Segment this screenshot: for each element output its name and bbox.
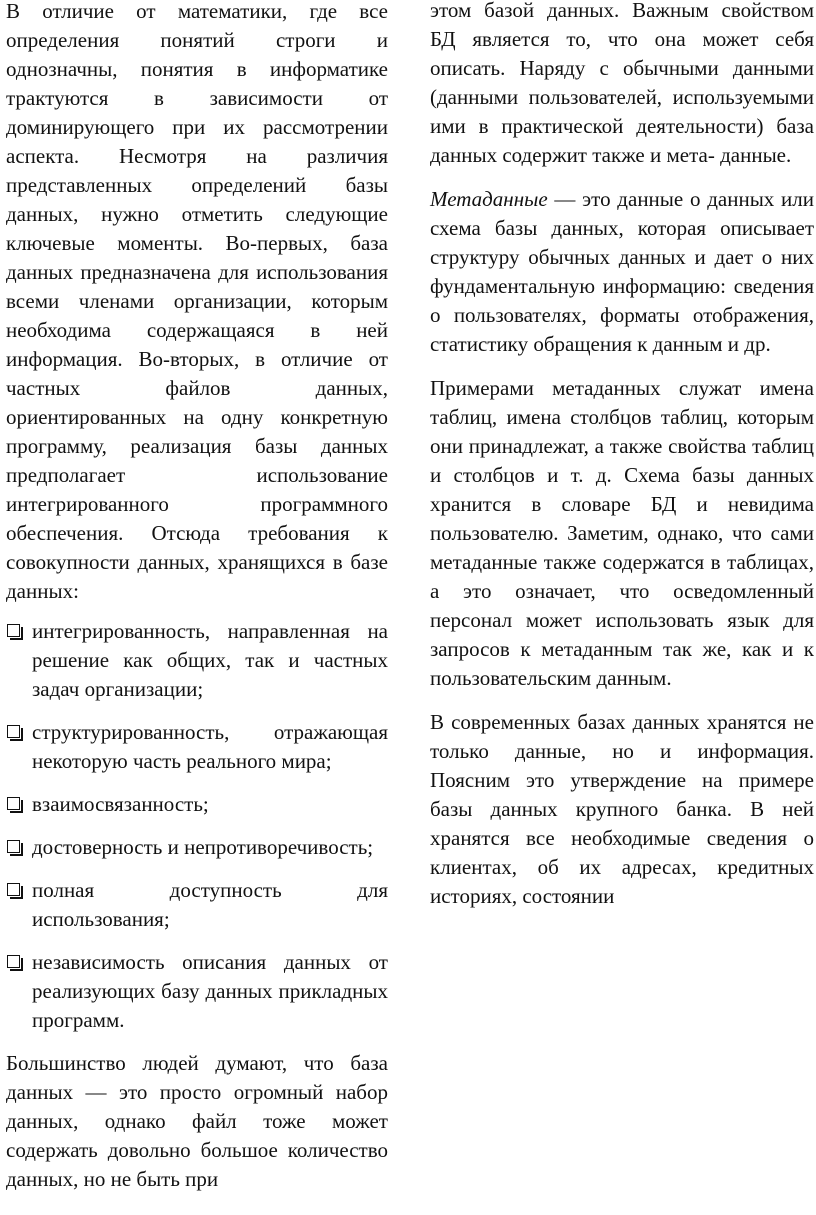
list-item-text: взаимосвязанность;	[32, 792, 209, 816]
right-column	[430, 0, 814, 911]
list-item-text: полная доступность для использования;	[32, 878, 388, 931]
metadata-paragraph	[430, 185, 814, 359]
checkbox-bullet-icon	[7, 797, 20, 810]
list-item-text: достоверность и непротиворечивость;	[32, 835, 374, 859]
left-column	[6, 0, 388, 1194]
list-item	[6, 948, 388, 1035]
checkbox-bullet-icon	[7, 840, 20, 853]
checkbox-bullet-icon	[7, 624, 20, 637]
checkbox-bullet-icon	[7, 725, 20, 738]
list-item	[6, 790, 388, 819]
modern-databases-paragraph: В современных базах данных хранятся не только данные, но и информация. Поясним это утверждение на примере базы данных крупного банка. В ней хранятся все необходимые сведения о клиентах, об их адресах, кредитных историях, состоянии	[430, 710, 814, 908]
metadata-definition: — это данные о данных или схема базы данных, которая описывает структуру обычных данных и дает о них фундаментальную информацию: сведения о пользователях, форматы отображения, статистику обращения к данным и др.	[430, 187, 814, 356]
list-item-text: независимость описания данных от реализующих базу данных прикладных программ.	[32, 950, 388, 1032]
requirements-list	[6, 617, 388, 1035]
list-item	[6, 833, 388, 862]
list-item	[6, 718, 388, 776]
examples-paragraph: Примерами метаданных служат имена таблиц, имена столбцов таблиц, которым они принадлежат, а также свойства таблиц и столбцов и т. д. Схема базы данных хранится в словаре БД и невидима пользователю. Заметим, однако, что сами метаданные также содержатся в таблицах, а это означает, что осведомленный персонал может использовать язык для запросов к метаданным так же, как и к пользовательским данным.	[430, 376, 814, 690]
list-item-text: структурированность, отражающая некоторую часть реального мира;	[32, 720, 388, 773]
list-item-text: интегрированность, направленная на решение как общих, так и частных задач организации;	[32, 619, 388, 701]
checkbox-bullet-icon	[7, 883, 20, 896]
list-item	[6, 876, 388, 934]
continuation-paragraph: этом базой данных. Важным свойством БД является то, что она может себя описать. Наряду с обычными данными (данными пользователей, используемыми ими в практической деятельности) база данных содержит также и мета- данные.	[430, 0, 814, 167]
checkbox-bullet-icon	[7, 955, 20, 968]
list-item	[6, 617, 388, 704]
intro-paragraph: В отличие от математики, где все определения понятий строги и однозначны, понятия в информатике трактуются в зависимости от доминирующего при их рассмотрении аспекта. Несмотря на различия представленных определений базы данных, нужно отметить следующие ключевые моменты. Во-первых, база данных предназначена для использования всеми членами организации, которым необходима содержащаяся в ней информация. Во-вторых, в отличие от частных файлов данных, ориентированных на одну конкретную программу, реализация базы данных предполагает использование интегрированного программного обеспечения. Отсюда требования к совокупности данных, хранящихся в базе данных:	[6, 0, 388, 603]
metadata-term: Метаданные	[430, 187, 548, 211]
tail-paragraph: Большинство людей думают, что база данных — это просто огромный набор данных, однако файл тоже может содержать довольно большое количество данных, но не быть при	[6, 1051, 388, 1191]
